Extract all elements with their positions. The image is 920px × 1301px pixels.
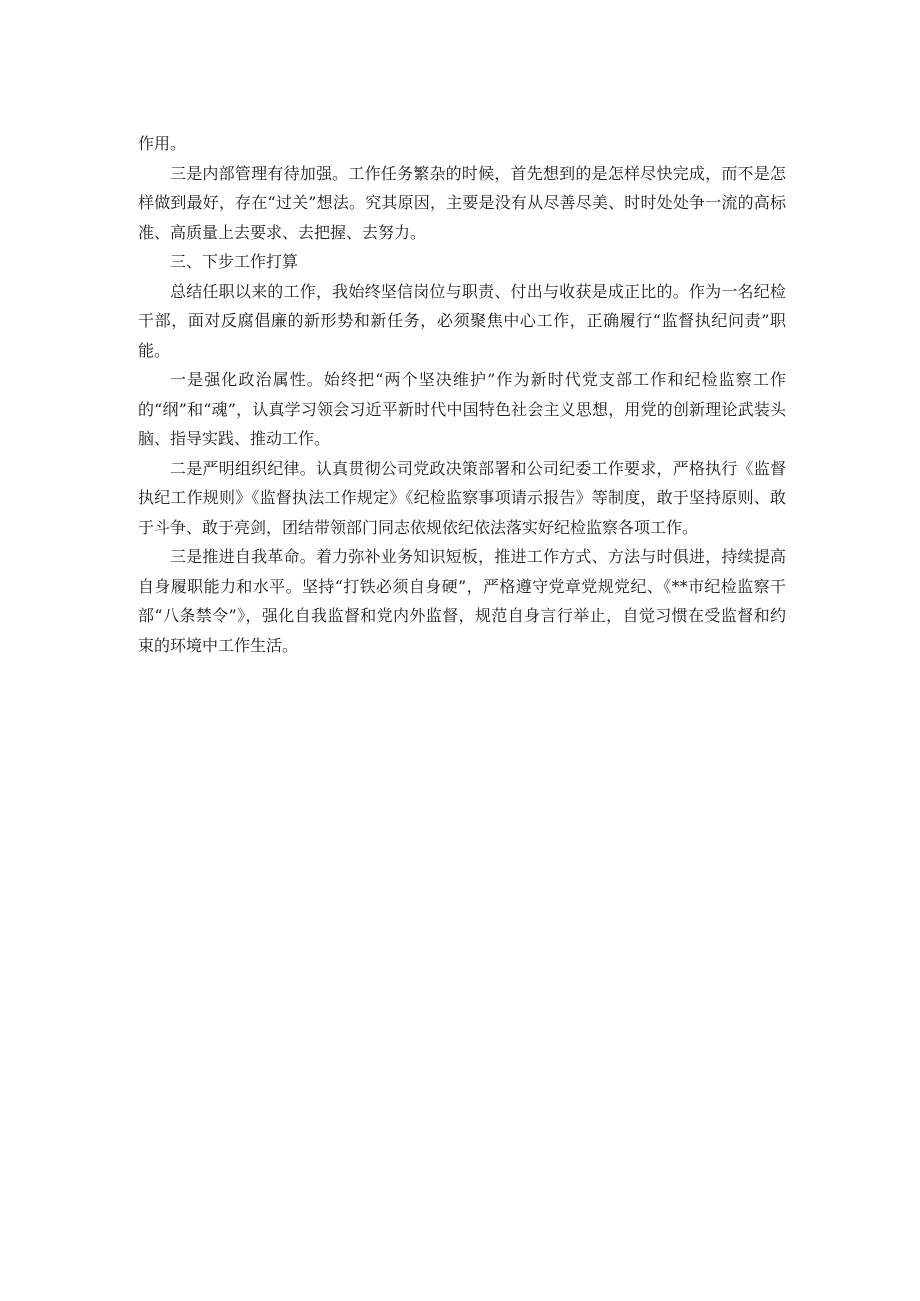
document-body xyxy=(138,129,786,660)
section-heading-next-steps: 三、下步工作打算 xyxy=(170,252,299,271)
paragraph-self-revolution: 三是推进自我革命。着力弥补业务知识短板，推进工作方式、方法与时俱进，持续提高自身履职能力和水平。坚持“打铁必须自身硬”，严格遵守党章党规党纪、《**市纪检监察干部“八条禁令”》，强化自我监督和党内外监督，规范自身言行举止，自觉习惯在受监督和约束的环境中工作生活。 xyxy=(138,547,786,655)
paragraph-summary: 总结任职以来的工作，我始终坚信岗位与职责、付出与收获是成正比的。作为一名纪检干部，面对反腐倡廉的新形势和新任务，必须聚焦中心工作，正确履行“监督执纪问责”职能。 xyxy=(138,281,786,360)
paragraph-internal-management: 三是内部管理有待加强。工作任务繁杂的时候，首先想到的是怎样尽快完成，而不是怎样做到最好，存在“过关”想法。究其原因，主要是没有从尽善尽美、时时处处争一流的高标准、高质量上去要求、去把握、去努力。 xyxy=(138,163,786,242)
paragraph-continuation: 作用。 xyxy=(138,134,187,153)
paragraph-political-attribute: 一是强化政治属性。始终把“两个坚决维护”作为新时代党支部工作和纪检监察工作的“纲”和“魂”，认真学习领会习近平新时代中国特色社会主义思想，用党的创新理论武装头脑、指导实践、推动工作。 xyxy=(138,370,786,448)
paragraph-organizational-discipline: 二是严明组织纪律。认真贯彻公司党政决策部署和公司纪委工作要求，严格执行《监督执纪工作规则》《监督执法工作规定》《纪检监察事项请示报告》等制度，敢于坚持原则、敢于斗争、敢于亮剑，团结带领部门同志依规依纪依法落实好纪检监察各项工作。 xyxy=(138,458,786,537)
